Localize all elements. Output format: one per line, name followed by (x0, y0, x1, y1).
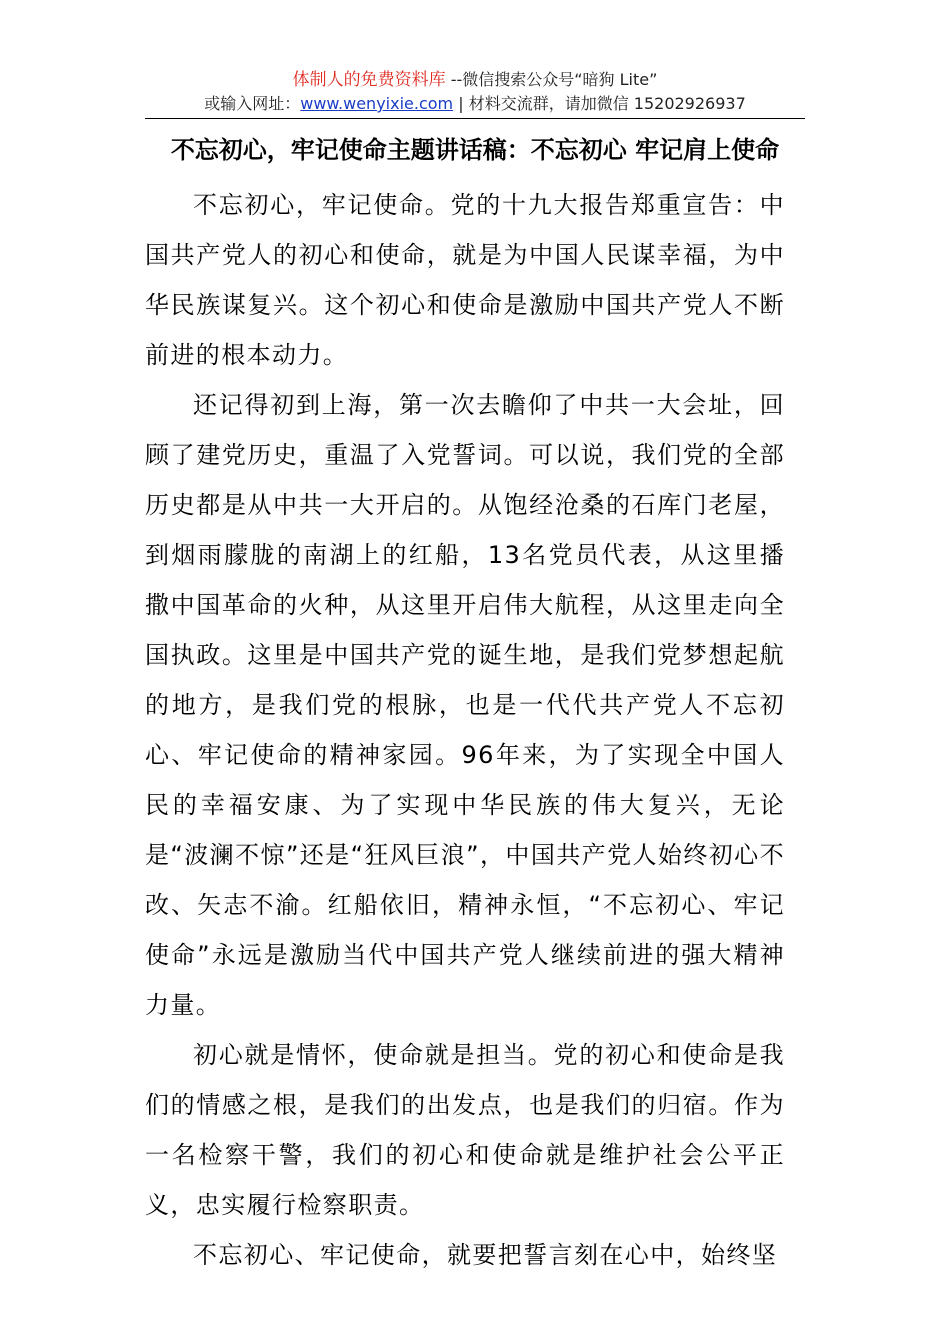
paragraph: 还记得初到上海，第一次去瞻仰了中共一大会址，回顾了建党历史，重温了入党誓词。可以说，我们党的全部历史都是从中共一大开启的。从饱经沧桑的石库门老屋，到烟雨朦胧的南湖上的红船，13名党员代表，从这里播撒中国革命的火种，从这里开启伟大航程，从这里走向全国执政。这里是中国共产党的诞生地，是我们党梦想起航的地方，是我们党的根脉，也是一代代共产党人不忘初心、牢记使命的精神家园。96年来，为了实现全中国人民的幸福安康、为了实现中华民族的伟大复兴，无论是“波澜不惊”还是“狂风巨浪”，中国共产党人始终初心不改、矢志不渝。红船依旧，精神永恒，“不忘初心、牢记使命”永远是激励当代中国共产党人继续前进的强大精神力量。 (145, 391, 785, 1019)
header-line-1 (145, 68, 805, 92)
header-tagline: --微信搜索公众号“暗狗 Lite” (445, 70, 658, 89)
paragraph: 不忘初心，牢记使命。党的十九大报告郑重宣告：中国共产党人的初心和使命，就是为中国人民谋幸福，为中华民族谋复兴。这个初心和使命是激励中国共产党人不断前进的根本动力。 (145, 191, 785, 369)
header-contact: | 材料交流群，请加微信 15202926937 (453, 94, 746, 113)
paragraph: 不忘初心、牢记使命，就要把誓言刻在心中，始终坚 (193, 1241, 778, 1269)
website-link[interactable]: www.wenyixie.com (300, 94, 454, 113)
header-divider (145, 118, 805, 119)
header-brand: 体制人的免费资料库 (292, 70, 446, 90)
header-url-prefix: 或输入网址： (204, 94, 301, 113)
document-title: 不忘初心，牢记使命主题讲话稿：不忘初心 牢记肩上使命 (170, 135, 780, 164)
page-header (145, 68, 805, 116)
header-line-2 (145, 92, 805, 116)
paragraph: 初心就是情怀，使命就是担当。党的初心和使命是我们的情感之根，是我们的出发点，也是我们的归宿。作为一名检察干警，我们的初心和使命就是维护社会公平正义，忠实履行检察职责。 (145, 1041, 785, 1219)
document-body (145, 180, 785, 1280)
